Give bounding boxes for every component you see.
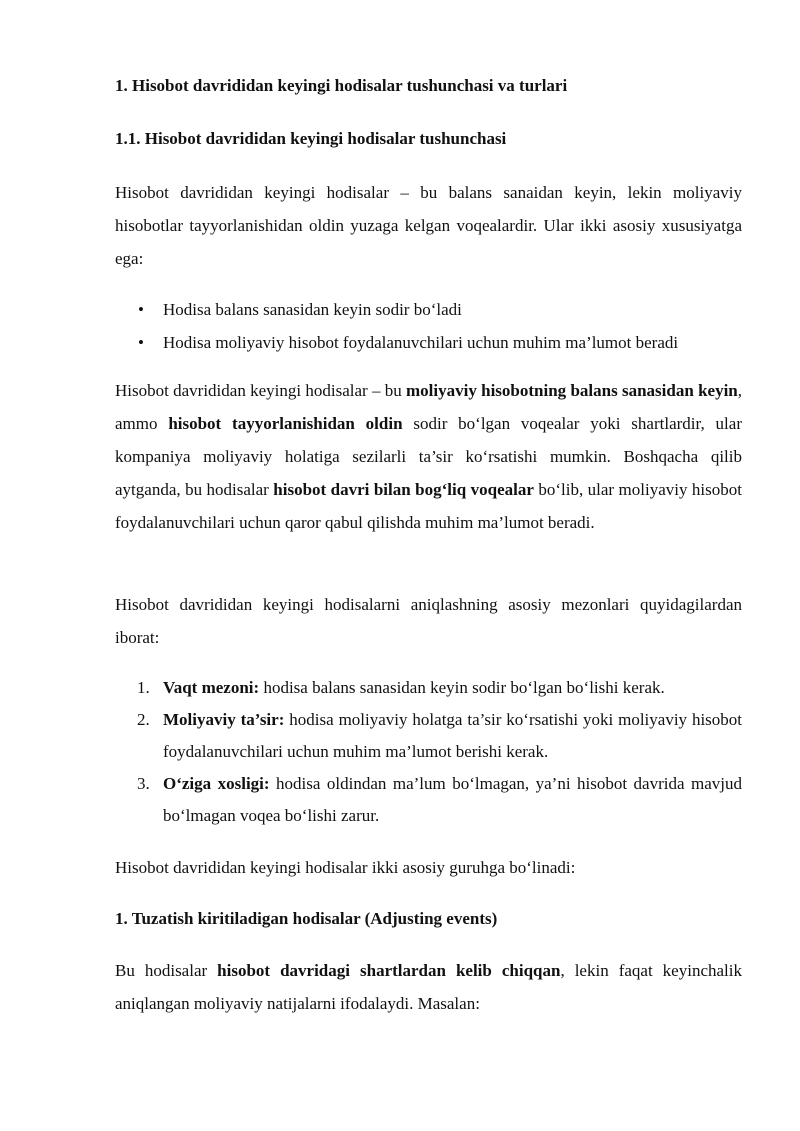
list-item [115,768,742,832]
bold-run: hisobot davri bilan bog‘liq voqealar [273,480,534,499]
text-run: , ammo [115,381,742,433]
criterion-text: hodisa oldindan ma’lum bo‘lmagan, ya’ni hisobot davrida mavjud bo‘lmagan voqea bo‘lishi zarur. [163,774,742,825]
bold-run: moliyaviy hisobotning balans sanasidan keyin [406,381,738,400]
list-item-text: Hodisa moliyaviy hisobot foydalanuvchilari uchun muhim ma’lumot beradi [163,333,679,352]
bold-run: hisobot tayyorlanishidan oldin [168,414,403,433]
text-run: bo‘lib, ular moliyaviy hisobot foydalanuvchilari uchun qaror qabul qilishda muhim ma’lumot beradi. [115,480,742,532]
criterion-label: O‘ziga xosligi: [163,774,270,793]
criterion-text: hodisa balans sanasidan keyin sodir bo‘lgan bo‘lishi kerak. [259,678,665,697]
text-run: sodir bo‘lgan voqealar yoki shartlardir, ular kompaniya moliyaviy holatiga sezilarli ta’sir ko‘rsatishi mumkin. Boshqacha qilib aytganda, bu hodisalar [115,414,742,499]
text-run: Bu hodisalar [115,961,218,980]
criteria-list [115,672,742,832]
bold-run: hisobot davridagi shartlardan kelib chiqqan [217,961,561,980]
list-item [115,704,742,768]
list-item [115,326,742,359]
text-run: , lekin faqat keyinchalik aniqlangan moliyaviy natijalarni ifodalaydi. Masalan: [115,961,742,1013]
subsection-heading: 1.1. Hisobot davrididan keyingi hodisalar tushunchasi [115,129,507,148]
feature-list [115,293,742,359]
list-item-text: Hodisa balans sanasidan keyin sodir bo‘ladi [163,300,462,319]
list-item [115,672,742,704]
text-run: Hisobot davrididan keyingi hodisalar – bu [115,381,407,400]
list-item [115,293,742,326]
criteria-intro-paragraph: Hisobot davrididan keyingi hodisalarni aniqlashning asosiy mezonlari quyidagilardan iborat: [115,595,742,647]
groups-intro-paragraph: Hisobot davrididan keyingi hodisalar ikki asosiy guruhga bo‘linadi: [115,858,576,877]
adjusting-events-paragraph [115,954,742,1020]
group-heading: 1. Tuzatish kiritiladigan hodisalar (Adjusting events) [115,909,498,928]
definition-paragraph [115,374,742,539]
list-number: 3. [137,774,150,793]
criterion-text: hodisa moliyaviy holatga ta’sir ko‘rsatishi yoki moliyaviy hisobot foydalanuvchilari uchun muhim ma’lumot berishi kerak. [163,710,743,761]
bullet-icon: • [138,333,144,352]
list-number: 1. [137,678,150,697]
criterion-label: Moliyaviy ta’sir: [163,710,285,729]
criterion-label: Vaqt mezoni: [163,678,260,697]
list-number: 2. [137,710,150,729]
section-heading: 1. Hisobot davrididan keyingi hodisalar tushunchasi va turlari [115,76,568,95]
bullet-icon: • [138,300,144,319]
intro-paragraph: Hisobot davrididan keyingi hodisalar – bu balans sanaidan keyin, lekin moliyaviy hisobotlar tayyorlanishidan oldin yuzaga kelgan voqealardir. Ular ikki asosiy xususiyatga ega: [115,183,742,268]
